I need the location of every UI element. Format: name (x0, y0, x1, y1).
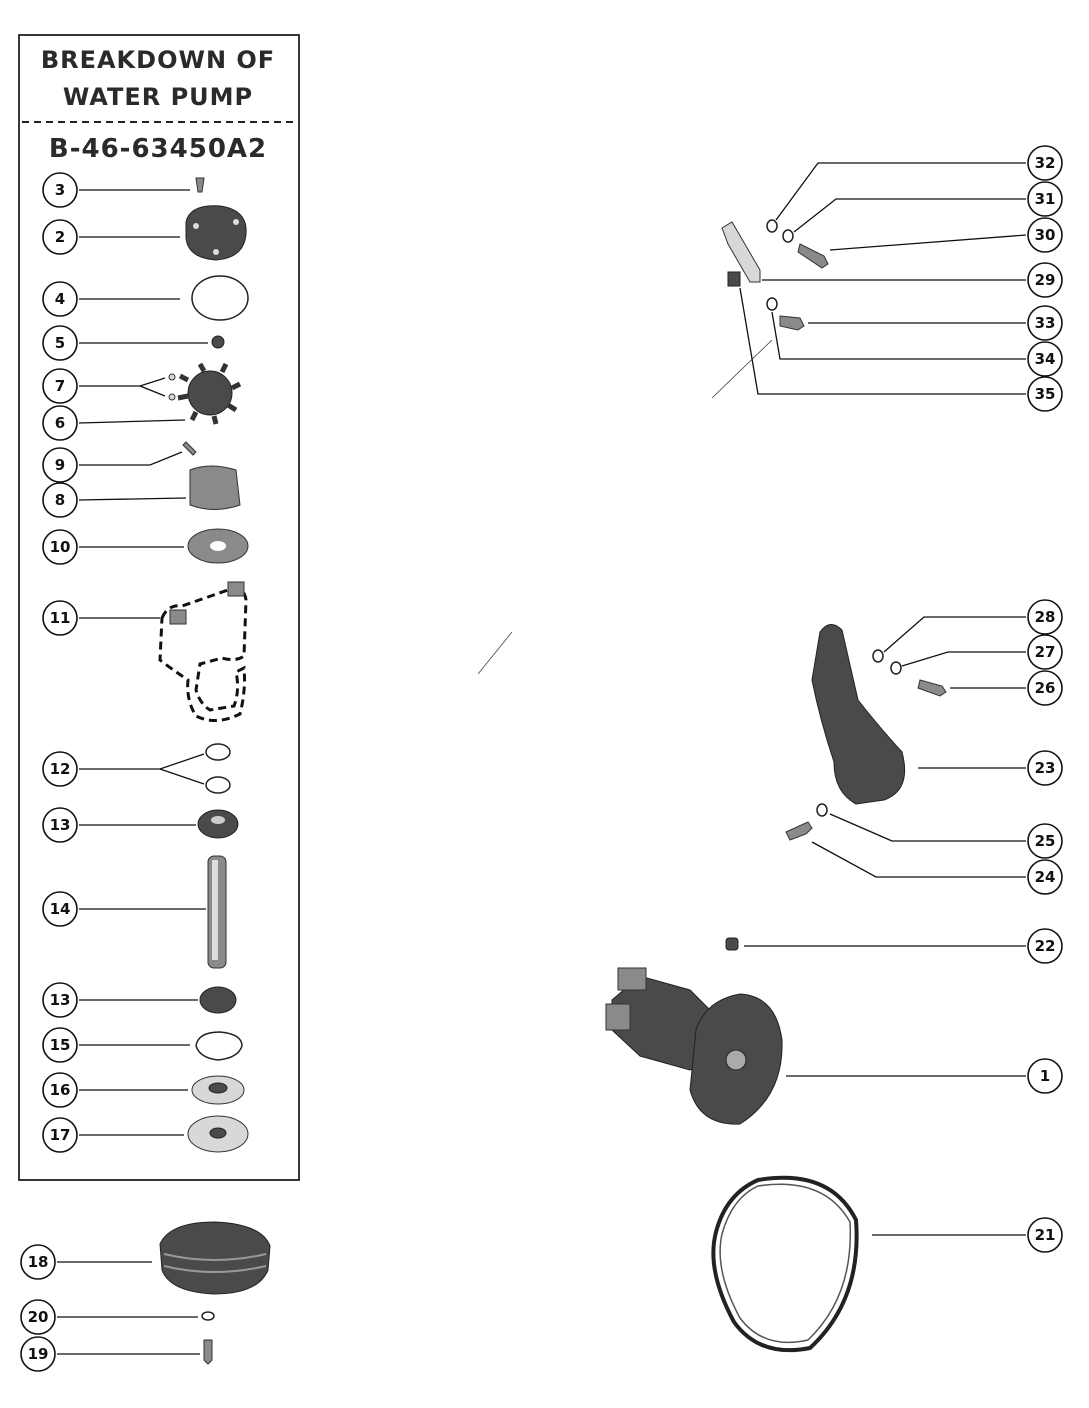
part-pump-1 (606, 968, 782, 1124)
svg-text:26: 26 (1034, 679, 1056, 697)
callouts (21, 146, 1062, 1371)
callout-23 (1028, 751, 1062, 785)
svg-text:25: 25 (1034, 832, 1056, 850)
part-nut-35 (728, 272, 740, 286)
part-cover-hole (193, 223, 199, 229)
part-shaft-highlight (212, 860, 218, 960)
guide-line (712, 340, 772, 398)
part-pulley-18 (160, 1222, 270, 1294)
svg-text:18: 18 (27, 1253, 49, 1271)
svg-text:15: 15 (49, 1036, 71, 1054)
callout-17 (43, 1118, 77, 1152)
part-gasket-tab (228, 582, 244, 596)
callout-6 (43, 406, 77, 440)
svg-text:8: 8 (54, 491, 66, 509)
callout-22 (1028, 929, 1062, 963)
part-washer-20 (202, 1312, 214, 1320)
panel-parts (160, 178, 248, 1152)
svg-text:9: 9 (54, 456, 66, 474)
callout-11 (43, 601, 77, 635)
part-pin-7 (169, 374, 175, 380)
part-washer-27 (891, 662, 901, 674)
part-seal-core (209, 1083, 227, 1093)
panel-part-number: B-46-63450A2 (48, 134, 268, 164)
part-arm-23 (812, 624, 905, 804)
svg-text:13: 13 (49, 816, 71, 834)
part-bolt-30 (798, 244, 828, 268)
svg-text:23: 23 (1034, 759, 1056, 777)
svg-text:20: 20 (27, 1308, 49, 1326)
part-snapring-15 (196, 1032, 242, 1060)
svg-text:3: 3 (54, 181, 66, 199)
part-washer-32 (767, 220, 777, 232)
callout-13-second (43, 983, 77, 1017)
svg-text:31: 31 (1034, 190, 1056, 208)
part-gasket-tab (170, 610, 186, 624)
part-cover-hole (213, 249, 219, 255)
callout-35 (1028, 377, 1062, 411)
callout-21 (1028, 1218, 1062, 1252)
svg-text:24: 24 (1034, 868, 1056, 886)
part-bolt-33 (780, 316, 804, 330)
part-pin-7 (169, 394, 175, 400)
callout-14 (43, 892, 77, 926)
svg-text:5: 5 (54, 334, 66, 352)
part-screw-3 (196, 178, 204, 192)
callout-4 (43, 282, 77, 316)
callout-1 (1028, 1059, 1062, 1093)
part-gasket-4 (192, 276, 248, 320)
part-plate-hole (210, 541, 226, 551)
svg-text:33: 33 (1034, 314, 1056, 332)
callout-12 (43, 752, 77, 786)
svg-text:14: 14 (49, 900, 71, 918)
callout-25 (1028, 824, 1062, 858)
svg-text:35: 35 (1034, 385, 1056, 403)
guide-line (478, 632, 512, 674)
svg-text:19: 19 (27, 1345, 49, 1363)
part-impeller-6 (178, 364, 240, 424)
callout-29 (1028, 263, 1062, 297)
callout-27 (1028, 635, 1062, 669)
callout-19 (21, 1337, 55, 1371)
svg-text:16: 16 (49, 1081, 71, 1099)
callout-33 (1028, 306, 1062, 340)
svg-text:12: 12 (49, 760, 71, 778)
part-bearing-13 (200, 987, 236, 1013)
right-parts (478, 220, 946, 1350)
part-ring-12 (206, 744, 230, 760)
svg-text:32: 32 (1034, 154, 1056, 172)
svg-text:6: 6 (54, 414, 66, 432)
part-washer-31 (783, 230, 793, 242)
part-gasket-11 (160, 589, 246, 721)
svg-text:1: 1 (1039, 1067, 1051, 1085)
svg-text:10: 10 (49, 538, 71, 556)
callout-32 (1028, 146, 1062, 180)
svg-text:17: 17 (49, 1126, 71, 1144)
callout-10 (43, 530, 77, 564)
callout-18 (21, 1245, 55, 1279)
callout-20 (21, 1300, 55, 1334)
callout-31 (1028, 182, 1062, 216)
svg-text:22: 22 (1034, 937, 1056, 955)
callout-15 (43, 1028, 77, 1062)
callout-13 (43, 808, 77, 842)
part-ring-12 (206, 777, 230, 793)
part-washer-34 (767, 298, 777, 310)
svg-text:11: 11 (49, 609, 71, 627)
svg-text:34: 34 (1034, 350, 1056, 368)
part-oring-5 (212, 336, 224, 348)
svg-text:27: 27 (1034, 643, 1056, 661)
callout-7 (43, 369, 77, 403)
callout-26 (1028, 671, 1062, 705)
part-flange-core (210, 1128, 226, 1138)
svg-text:7: 7 (54, 377, 66, 395)
svg-text:2: 2 (54, 228, 66, 246)
callout-24 (1028, 860, 1062, 894)
part-bolt-24 (786, 822, 812, 840)
part-bolt-19 (204, 1340, 212, 1364)
svg-text:28: 28 (1034, 608, 1056, 626)
callout-3 (43, 173, 77, 207)
svg-text:29: 29 (1034, 271, 1056, 289)
svg-text:13: 13 (49, 991, 71, 1009)
part-plug-22 (726, 938, 738, 950)
part-belt-inner (720, 1184, 850, 1342)
callout-34 (1028, 342, 1062, 376)
part-cover-hole (233, 219, 239, 225)
panel-title-line2: WATER PUMP (62, 83, 254, 111)
part-liner-8 (190, 466, 240, 510)
panel-title-line1: BREAKDOWN OF (40, 46, 276, 74)
part-bolt-26 (918, 680, 946, 696)
callout-30 (1028, 218, 1062, 252)
part-bearing-bore (211, 816, 225, 824)
callout-5 (43, 326, 77, 360)
part-washer-25 (817, 804, 827, 816)
callout-2 (43, 220, 77, 254)
svg-text:30: 30 (1034, 226, 1056, 244)
callout-28 (1028, 600, 1062, 634)
part-washer-28 (873, 650, 883, 662)
callout-9 (43, 448, 77, 482)
svg-text:21: 21 (1034, 1226, 1056, 1244)
part-screw-9 (183, 442, 196, 455)
callout-8 (43, 483, 77, 517)
svg-text:4: 4 (54, 290, 66, 308)
callout-16 (43, 1073, 77, 1107)
pulley-parts (160, 1222, 270, 1364)
